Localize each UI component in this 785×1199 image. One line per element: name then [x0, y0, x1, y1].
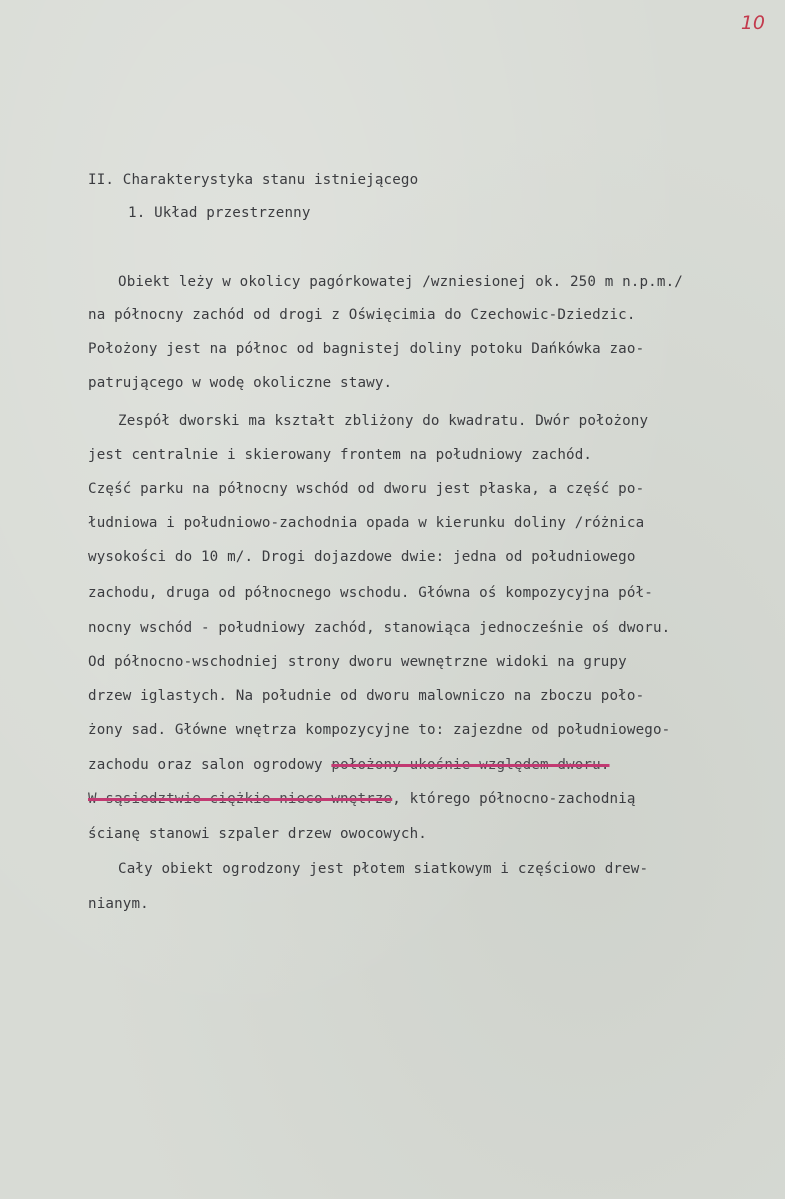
page-number: 10: [740, 12, 765, 34]
text-line: ścianę stanowi szpaler drzew owocowych.: [88, 826, 427, 842]
text-line: wysokości do 10 m/. Drogi dojazdowe dwie: jedna od południowego: [88, 549, 636, 565]
text-line: Zespół dworski ma kształt zbliżony do kwadratu. Dwór położony: [118, 413, 649, 429]
text-line: zachodu, druga od północnego wschodu. Główna oś kompozycyjna pół-: [88, 585, 653, 601]
struck-through-text: W sąsiedztwie ciężkie nieco wnętrze: [88, 791, 393, 807]
text-line: żony sad. Główne wnętrza kompozycyjne to: zajezdne od południowego-: [88, 722, 671, 738]
text-line: Cały obiekt ogrodzony jest płotem siatkowym i częściowo drew-: [118, 861, 649, 877]
subsection-heading: 1. Układ przestrzenny: [128, 205, 311, 221]
text-line: Obiekt leży w okolicy pagórkowatej /wzniesionej ok. 250 m n.p.m./: [118, 274, 683, 290]
text-line: nianym.: [88, 896, 149, 912]
text-line: Położony jest na północ od bagnistej doliny potoku Dańkówka zao-: [88, 341, 645, 357]
text-line: [88, 791, 636, 807]
text-segment: , którego północno-zachodnią: [392, 791, 636, 807]
text-segment: zachodu oraz salon ogrodowy: [88, 757, 332, 773]
section-heading: II. Charakterystyka stanu istniejącego: [88, 172, 419, 188]
struck-through-text: położony ukośnie względem dworu.: [331, 757, 610, 773]
text-line: drzew iglastych. Na południe od dworu malowniczo na zboczu poło-: [88, 688, 645, 704]
text-line: na północny zachód od drogi z Oświęcimia do Czechowic-Dziedzic.: [88, 307, 636, 323]
text-line: łudniowa i południowo-zachodnia opada w kierunku doliny /różnica: [88, 515, 645, 531]
text-line: Od północno-wschodniej strony dworu wewnętrzne widoki na grupy: [88, 654, 627, 670]
text-line: nocny wschód - południowy zachód, stanowiąca jednocześnie oś dworu.: [88, 620, 671, 636]
text-line: [88, 757, 610, 773]
text-line: Część parku na północny wschód od dworu jest płaska, a część po-: [88, 481, 645, 497]
text-line: patrującego w wodę okoliczne stawy.: [88, 375, 393, 391]
text-line: jest centralnie i skierowany frontem na południowy zachód.: [88, 447, 593, 463]
